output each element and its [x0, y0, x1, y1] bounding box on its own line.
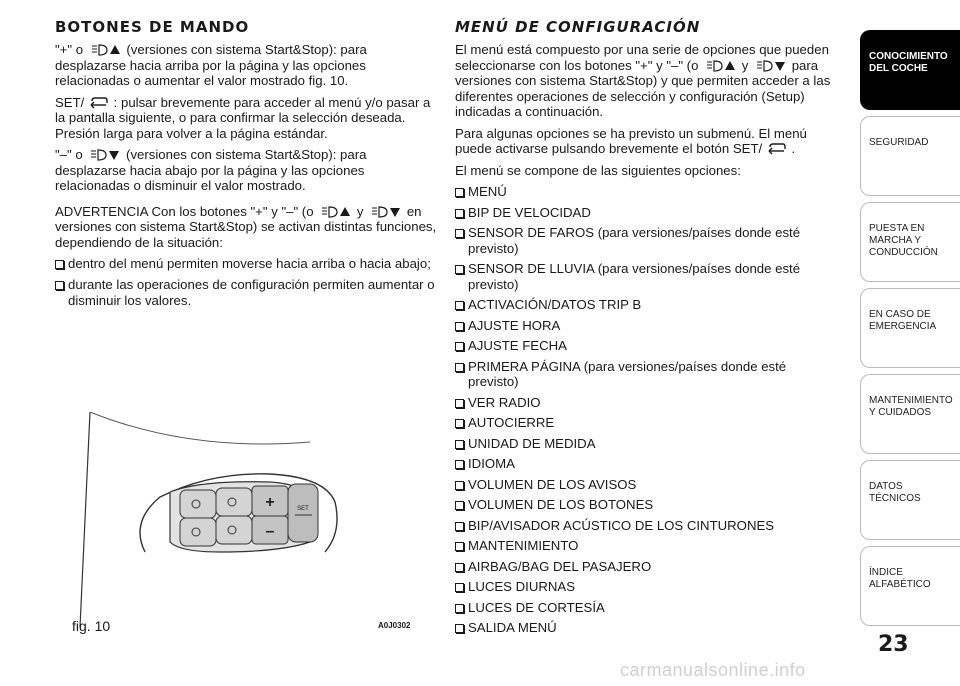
left-column: [55, 18, 440, 314]
bullet-icon: [455, 624, 464, 633]
bullet-icon: [455, 322, 464, 331]
bullet-icon: [55, 260, 64, 269]
bullet-icon: [455, 604, 464, 613]
page-number: 23: [878, 632, 909, 657]
chapter-tabs: [860, 30, 960, 632]
list-item: IDIOMA: [455, 456, 840, 472]
bullet-icon: [455, 342, 464, 351]
bullet-icon: [455, 265, 464, 274]
bullet-icon: [455, 542, 464, 551]
list-item: BIP/AVISADOR ACÚSTICO DE LOS CINTURONES: [455, 518, 840, 534]
paragraph-set: SET/ : pulsar brevemente para acceder al menú y/o pasar a la pantalla siguiente, o para confirmar la selección deseada. Presión larga para volver a la página estándar.: [55, 94, 431, 141]
bullet-icon: [455, 563, 464, 572]
bullet-icon: [455, 188, 464, 197]
list-item: ACTIVACIÓN/DATOS TRIP B: [455, 297, 840, 313]
bullet-icon: [455, 460, 464, 469]
bullet-icon: [455, 229, 464, 238]
headlight-up-icon: [704, 60, 736, 72]
headlight-up-icon: [319, 206, 351, 218]
tab-emergencia[interactable]: EN CASO DE EMERGENCIA: [860, 288, 960, 368]
bullet-icon: [455, 522, 464, 531]
tab-seguridad[interactable]: SEGURIDAD: [860, 116, 960, 196]
return-arrow-icon: [90, 97, 108, 109]
figure-control-buttons: [70, 412, 415, 634]
bullet-icon: [455, 301, 464, 310]
list-item: UNIDAD DE MEDIDA: [455, 436, 840, 452]
right-column: [455, 18, 840, 641]
list-item: LUCES DE CORTESÍA: [455, 600, 840, 616]
list-item: MANTENIMIENTO: [455, 538, 840, 554]
headlight-down-icon: [754, 60, 786, 72]
bullet-icon: [455, 363, 464, 372]
tab-conocimiento[interactable]: CONOCIMIENTO DEL COCHE: [860, 30, 960, 110]
list-item: VOLUMEN DE LOS BOTONES: [455, 497, 840, 513]
list-item: AUTOCIERRE: [455, 415, 840, 431]
paragraph-minus: "–" o (versiones con sistema Start&Stop): para desplazarse hacia abajo por la página y las opciones relacionadas o disminuir el valor mostrado.: [55, 147, 367, 193]
watermark: carmanualsonline.info: [620, 660, 806, 680]
bullet-icon: [455, 209, 464, 218]
list-item: VOLUMEN DE LOS AVISOS: [455, 477, 840, 493]
headlight-down-icon: [88, 149, 120, 161]
advertencia-list: [55, 256, 440, 308]
list-item: dentro del menú permiten moverse hacia arriba o hacia abajo;: [55, 256, 440, 272]
list-item: AJUSTE FECHA: [455, 338, 840, 354]
tab-puesta-en-marcha[interactable]: PUESTA EN MARCHA Y CONDUCCIÓN: [860, 202, 960, 282]
bullet-icon: [55, 281, 64, 290]
figure-minus-label: –: [265, 523, 275, 540]
bullet-icon: [455, 419, 464, 428]
list-item: BIP DE VELOCIDAD: [455, 205, 840, 221]
list-item: SALIDA MENÚ: [455, 620, 840, 636]
tab-datos-tecnicos[interactable]: DATOS TÉCNICOS: [860, 460, 960, 540]
bullet-icon: [455, 583, 464, 592]
figure-set-label: SET: [297, 506, 309, 512]
list-item: AJUSTE HORA: [455, 318, 840, 334]
list-item: SENSOR DE LLUVIA (para versiones/países donde esté previsto): [455, 261, 840, 292]
steering-buttons-illustration: [70, 412, 415, 634]
list-item: durante las operaciones de configuración permiten aumentar o disminuir los valores.: [55, 277, 440, 308]
menu-options-list: [455, 184, 840, 636]
bullet-icon: [455, 481, 464, 490]
list-item: PRIMERA PÁGINA (para versiones/países donde esté previsto): [455, 359, 840, 390]
paragraph-options: El menú se compone de las siguientes opciones:: [455, 162, 741, 178]
list-item: VER RADIO: [455, 395, 840, 411]
bullet-icon: [455, 399, 464, 408]
figure-plus-label: +: [265, 494, 275, 511]
tab-indice[interactable]: ÍNDICE ALFABÉTICO: [860, 546, 960, 626]
return-arrow-icon: [768, 143, 786, 155]
figure-caption: fig. 10: [72, 618, 111, 634]
paragraph-advertencia: ADVERTENCIA Con los botones "+" y "–" (o y en versiones con sistema Start&Stop) se activan distintas funciones, dependiendo de la situación:: [55, 203, 437, 250]
list-item: SENSOR DE FAROS (para versiones/países donde esté previsto): [455, 225, 840, 256]
list-item: AIRBAG/BAG DEL PASAJERO: [455, 559, 840, 575]
section-heading-botones: BOTONES DE MANDO: [55, 18, 250, 36]
paragraph-submenu: Para algunas opciones se ha previsto un submenú. El menú puede activarse pulsando brevemente el botón SET/ .: [455, 125, 807, 156]
headlight-up-icon: [89, 44, 121, 56]
figure-code: A0J0302: [378, 621, 411, 630]
section-heading-menu: MENÚ DE CONFIGURACIÓN: [455, 18, 701, 36]
headlight-down-icon: [369, 206, 401, 218]
list-item: LUCES DIURNAS: [455, 579, 840, 595]
list-item: MENÚ: [455, 184, 840, 200]
bullet-icon: [455, 440, 464, 449]
paragraph-menu-intro: El menú está compuesto por una serie de opciones que pueden seleccionarse con los botones "+" y "–" (o y para versiones con sistema Start&Stop) y que permiten acceder a las diferentes operaciones de selección y configuración (Setup) indicadas a continuación.: [455, 42, 831, 119]
tab-mantenimiento[interactable]: MANTENIMIENTO Y CUIDADOS: [860, 374, 960, 454]
bullet-icon: [455, 501, 464, 510]
paragraph-plus: "+" o (versiones con sistema Start&Stop): para desplazarse hacia arriba por la página y las opciones relacionadas o aumentar el valor mostrado fig. 10.: [55, 42, 367, 88]
